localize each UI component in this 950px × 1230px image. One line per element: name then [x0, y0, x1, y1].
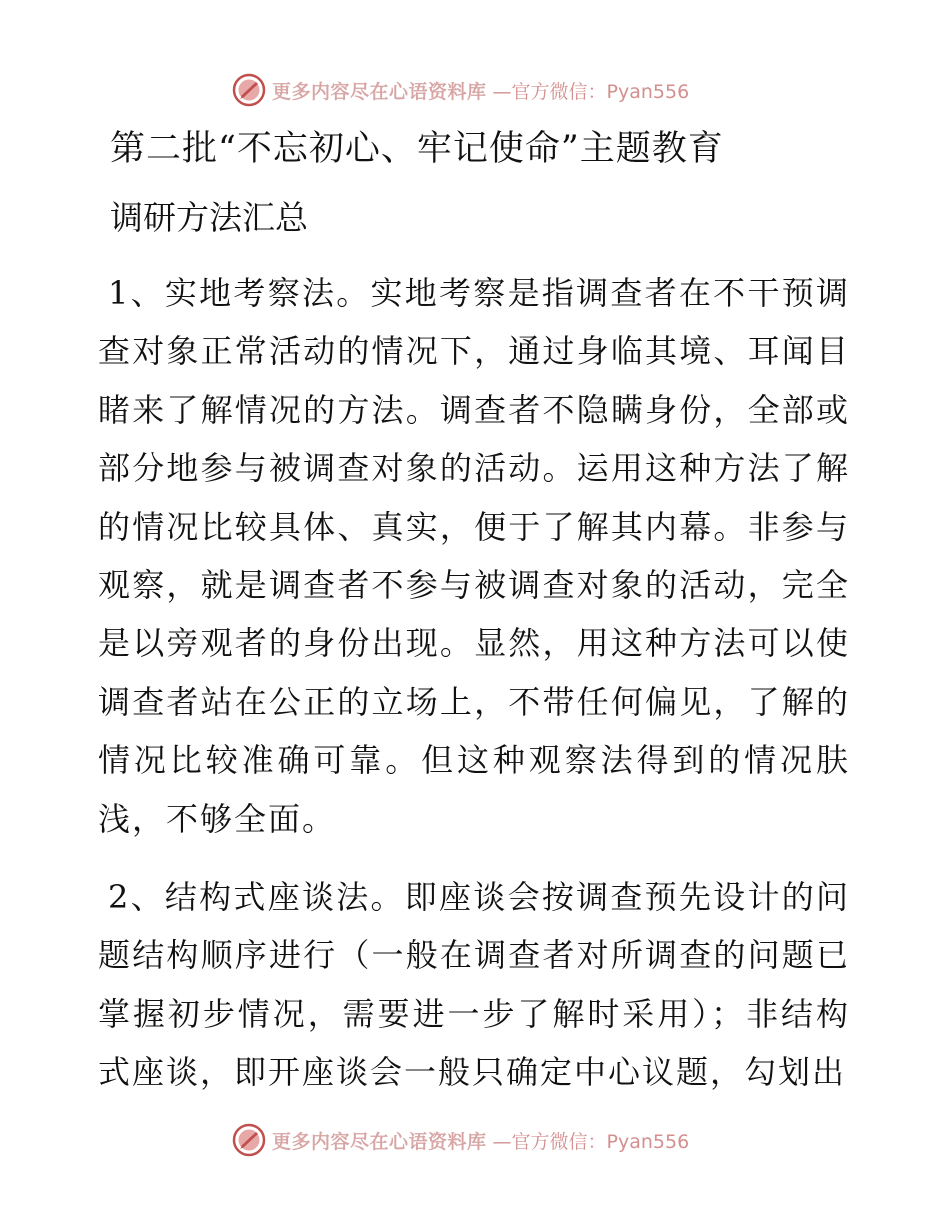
seal-logo-icon	[232, 1123, 266, 1157]
paragraph-structured-discussion: 2、结构式座谈法。即座谈会按调查预先设计的问题结构顺序进行（一般在调查者对所调查的问题已掌握初步情况，需要进一步了解时采用）；非结构式座谈，即开座谈会一般只确定中心议题，勾划出	[98, 878, 850, 1092]
document-subtitle: 调研方法汇总	[110, 198, 308, 237]
seal-logo-icon	[232, 73, 266, 107]
header-watermark	[232, 72, 689, 108]
watermark-contact-text: —官方微信：Pyan556	[492, 1130, 690, 1153]
document-body	[98, 120, 850, 1102]
watermark-contact-text: —官方微信：Pyan556	[492, 80, 690, 103]
watermark-lead-text: 更多内容尽在心语资料库	[272, 1130, 487, 1153]
document-title: 第二批“不忘初心、牢记使命”主题教育	[110, 129, 724, 169]
footer-watermark	[232, 1122, 689, 1158]
paragraph-field-observation: 1、实地考察法。实地考察是指调查者在不干预调查对象正常活动的情况下，通过身临其境、耳闻目睹来了解情况的方法。调查者不隐瞒身份，全部或部分地参与被调查对象的活动。运用这种方法了解的情况比较具体、真实，便于了解其内幕。非参与观察，就是调查者不参与被调查对象的活动，完全是以旁观者的身份出现。显然，用这种方法可以使调查者站在公正的立场上，不带任何偏见，了解的情况比较准确可靠。但这种观察法得到的情况肤浅，不够全面。	[98, 274, 850, 838]
watermark-lead-text: 更多内容尽在心语资料库	[272, 80, 487, 103]
